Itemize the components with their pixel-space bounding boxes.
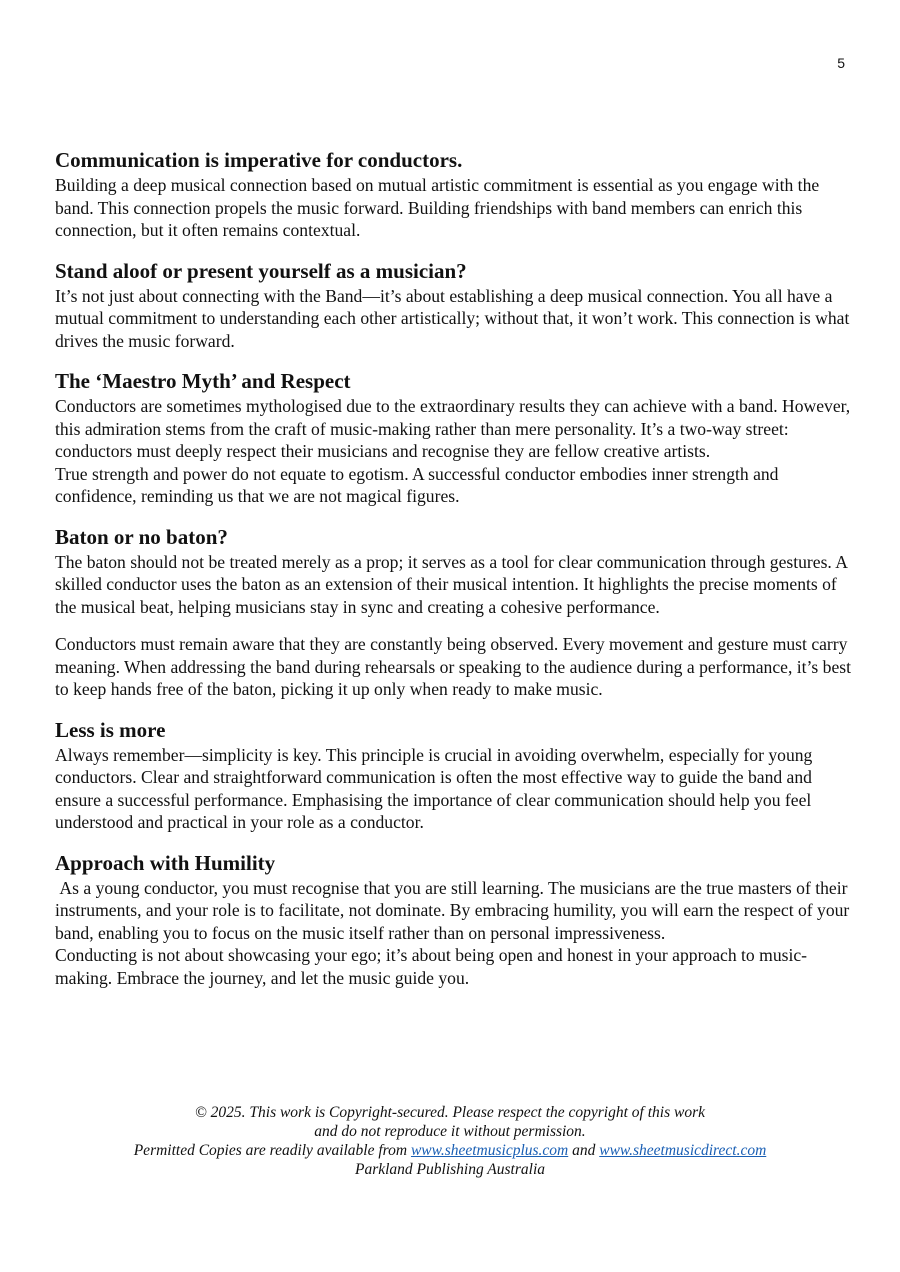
section-paragraph: Building a deep musical connection based on mutual artistic commitment is essential as you engage with the band. This connection propels the music forward. Building friendships with band members can enrich this connection, but it often remains contextual. <box>55 175 820 240</box>
availability-and: and <box>568 1142 600 1159</box>
section-paragraph: The baton should not be treated merely as a prop; it serves as a tool for clear communication through gestures. A skilled conductor uses the baton as an extension of their musical intention. It highlights the precise moments of the musical beat, helping musicians stay in sync and creating a cohesive performance. <box>55 551 847 617</box>
section-paragraph: Always remember—simplicity is key. This principle is crucial in avoiding overwhelm, especially for young conductors. Clear and straightforward communication is often the most effective way to guide the band and ensure a successful performance. Emphasising the importance of clear communication should help you feel understood and practical in your role as a conductor. <box>55 744 813 832</box>
section-humility <box>55 849 855 990</box>
page-number: 5 <box>837 55 845 71</box>
availability-line <box>0 1141 900 1160</box>
sheetmusicdirect-link[interactable]: www.sheetmusicdirect.com <box>599 1142 767 1159</box>
section-maestro-myth <box>55 367 855 508</box>
copyright-footer <box>0 1103 900 1179</box>
section-communication <box>55 146 855 242</box>
copyright-line: and do not reproduce it without permission. <box>314 1123 586 1140</box>
section-heading: Approach with Humility <box>55 850 276 875</box>
section-baton <box>55 523 855 701</box>
document-body <box>55 146 855 989</box>
section-paragraph: Conductors are sometimes mythologised due to the extraordinary results they can achieve with a band. However, this admiration stems from the craft of music-making rather than mere personality. It’s a two-way street: conductors must deeply respect their musicians and recognise they are fellow creative artists. <box>55 396 851 461</box>
section-paragraph: Conducting is not about showcasing your ego; it’s about being open and honest in your approach to music-making. Embrace the journey, and let the music guide you. <box>55 945 808 988</box>
section-heading: Baton or no baton? <box>55 524 228 549</box>
sheetmusicplus-link[interactable]: www.sheetmusicplus.com <box>410 1142 569 1159</box>
section-heading: Communication is imperative for conductors. <box>55 148 463 172</box>
section-paragraph: It’s not just about connecting with the Band—it’s about establishing a deep musical connection. You all have a mutual commitment to understanding each other artistically; without that, it won’t work. This connection is what drives the music forward. <box>55 285 850 351</box>
section-heading: Less is more <box>55 717 166 742</box>
section-less-is-more <box>55 716 855 834</box>
section-paragraph: Conductors must remain aware that they are constantly being observed. Every movement and gesture must carry meaning. When addressing the band during rehearsals or speaking to the audience during a performance, it’s best to keep hands free of the baton, picking it up only when ready to make music. <box>55 634 852 699</box>
publisher-line: Parkland Publishing Australia <box>354 1161 546 1178</box>
section-stand-aloof <box>55 257 855 353</box>
availability-prefix: Permitted Copies are readily available from <box>133 1142 411 1159</box>
section-paragraph: True strength and power do not equate to egotism. A successful conductor embodies inner strength and confidence, reminding us that we are not magical figures. <box>55 463 779 506</box>
section-heading: Stand aloof or present yourself as a musician? <box>55 258 467 283</box>
section-paragraph: As a young conductor, you must recognise that you are still learning. The musicians are the true masters of their instruments, and your role is to facilitate, not dominate. By embracing humility, you will earn the respect of your band, enabling you to focus on the music itself rather than on personal impressiveness. <box>55 877 854 943</box>
section-heading: The ‘Maestro Myth’ and Respect <box>55 369 351 393</box>
copyright-line: © 2025. This work is Copyright-secured. Please respect the copyright of this work <box>194 1104 706 1121</box>
